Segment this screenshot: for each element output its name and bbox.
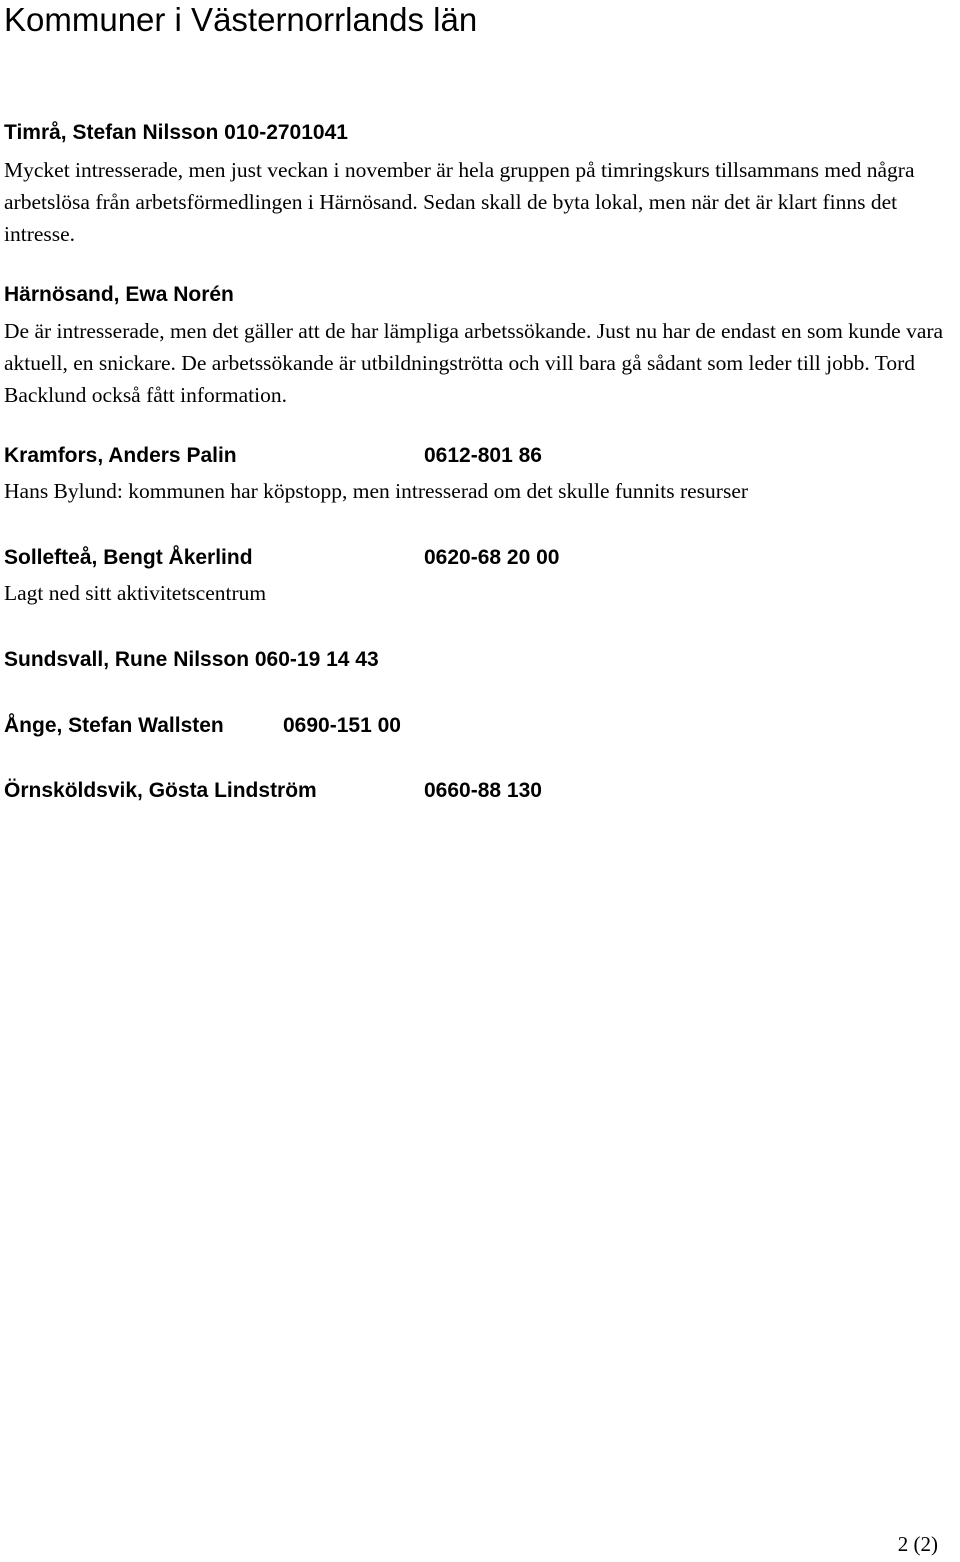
page-number: 2 (2) (897, 1532, 938, 1556)
phone-number: 0690-151 00 (283, 714, 401, 737)
page-title: Kommuner i Västernorrlands län (4, 1, 478, 38)
entry-heading-solleftea (4, 544, 560, 572)
entry-heading-text: Timrå, Stefan Nilsson 010-2701041 (4, 121, 348, 144)
phone-number: 0612-801 86 (424, 444, 542, 467)
entry-body-harnosand: De är intresserade, men det gäller att de har lämpliga arbetssökande. Just nu har de endast en som kunde vara aktuell, en snickare. De arbetssökande är utbildningströtta och vill bara gå sådant som leder till jobb. Tord Backlund också fått information. (4, 319, 944, 407)
phone-number: 0620-68 20 00 (424, 546, 560, 569)
entry-heading-text: Örnsköldsvik, Gösta Lindström (4, 779, 317, 802)
entry-heading-text: Sundsvall, Rune Nilsson 060-19 14 43 (4, 648, 379, 671)
entry-heading-ange (4, 712, 401, 740)
entry-body-timra: Mycket intresserade, men just veckan i november är hela gruppen på timringskurs tillsammans med några arbetslösa från arbetsförmedlingen i Härnösand. Sedan skall de byta lokal, men när det är klart finns det intresse. (4, 158, 915, 246)
entry-heading-text: Kramfors, Anders Palin (4, 444, 237, 467)
phone-number: 0660-88 130 (424, 779, 542, 802)
entry-body-kramfors: Hans Bylund: kommunen har köpstopp, men intresserad om det skulle funnits resurser (4, 479, 749, 503)
entry-heading-text: Ånge, Stefan Wallsten (4, 714, 224, 737)
entry-heading-text: Sollefteå, Bengt Åkerlind (4, 546, 253, 569)
entry-heading-text: Härnösand, Ewa Norén (4, 283, 234, 306)
entry-body-solleftea: Lagt ned sitt aktivitetscentrum (4, 581, 267, 605)
entry-heading-sundsvall (4, 646, 379, 674)
entry-heading-harnosand (4, 281, 234, 309)
entry-heading-ornskoldsvik (4, 777, 542, 805)
entry-heading-timra (4, 119, 348, 147)
entry-heading-kramfors (4, 442, 542, 470)
